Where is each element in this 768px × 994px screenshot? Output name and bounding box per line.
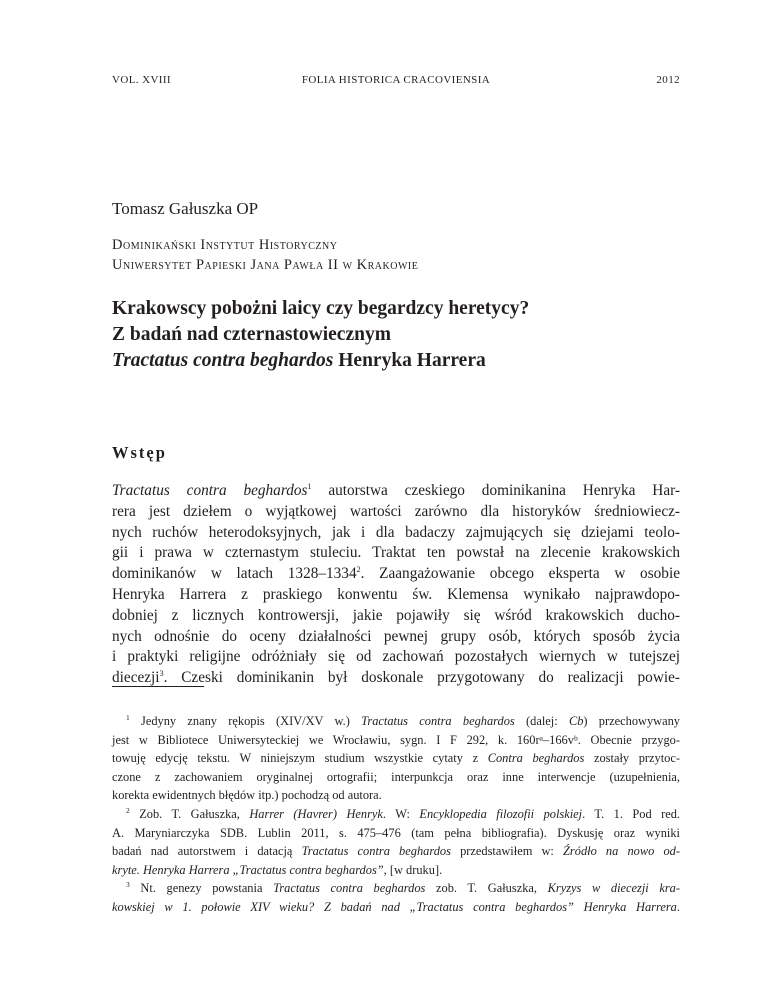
footnote-ref: 3 <box>159 669 164 679</box>
footnote-ref: 2 <box>356 565 361 575</box>
text-run: diecezji <box>112 669 160 687</box>
inline-italic: kryte. Henryka Harrera „Tractatus contra beghardos” <box>112 862 384 877</box>
author-affiliation <box>112 235 418 275</box>
footnote-2-line: A. Maryniarczyka SDB. Lublin 2011, s. 475–476 (tam pełna bibliografia). Dyskusję oraz wyniki <box>112 825 680 840</box>
footnote-separator <box>112 686 204 687</box>
footnote-3-line <box>112 898 680 917</box>
text-run: Zob. T. Gałuszka, <box>129 806 250 821</box>
inline-italic: Tractatus contra beghardos <box>273 881 426 896</box>
body-paragraph <box>112 481 680 689</box>
section-heading: Wstęp <box>112 443 167 462</box>
text-run: przedstawiłem w: <box>450 844 564 859</box>
text-run: autorstwa czeskiego dominikanina Henryka Har- <box>311 482 680 499</box>
footnote-3-line <box>112 879 680 898</box>
text-run: . Czeski dominikanin był doskonale przygotowany do realizacji powie- <box>163 669 680 687</box>
text-run: zostały przytoc- <box>584 751 681 766</box>
inline-italic: Contra beghardos <box>487 751 585 766</box>
footnote-1-line <box>112 749 680 768</box>
affiliation-line-2: Uniwersytet Papieski Jana Pawła II w Krakowie <box>112 257 419 273</box>
footnote-2-line <box>112 861 680 880</box>
text-run: Jedyny znany rękopis (XIV/XV w.) <box>129 714 362 728</box>
footnote-2-line <box>112 842 680 861</box>
title-rest-part: Henryka Harrera <box>333 350 486 371</box>
body-line <box>112 481 680 502</box>
body-line: rera jest dziełem o wyjątkowej wartości zarówno dla historyków średniowiecz- <box>112 502 680 520</box>
title-line-2: Z badań nad czternastowiecznym <box>112 324 391 345</box>
volume-label: VOL. XVIII <box>112 74 171 86</box>
text-run: . T. 1. Pod red. <box>582 806 681 821</box>
article-title <box>112 296 680 374</box>
text-run: . W: <box>382 806 420 821</box>
text-run: towuję edycję tekstu. W niniejszym studium wszystkie cytaty z <box>112 751 488 766</box>
inline-italic: Źródło na nowo od- <box>563 844 680 859</box>
journal-name: FOLIA HISTORICA CRACOVIENSIA <box>301 74 491 86</box>
text-run: dominikanów w latach 1328–1334 <box>112 565 357 583</box>
body-line: gii i prawa w czternastym stuleciu. Traktat ten powstał na zlecenie krakowskich <box>112 544 680 562</box>
inline-italic: Harrer (Havrer) Henryk <box>249 806 383 821</box>
affiliation-line-1: Dominikański Instytut Historyczny <box>112 237 338 253</box>
text-run: zob. T. Gałuszka, <box>425 881 548 896</box>
footnotes <box>112 712 680 917</box>
inline-italic: Tractatus contra beghardos <box>361 714 515 728</box>
inline-italic: Cb <box>568 714 584 728</box>
text-run: , [w druku]. <box>383 862 443 877</box>
text-run: . Zaangażowanie obcego eksperta w osobie <box>360 565 680 583</box>
footnote-ref: 1 <box>307 482 312 491</box>
footnote-number: 1 <box>126 713 130 722</box>
body-line: i praktyki religijne odróżniały się od zachowań pozostałych wiernych w tutejszej <box>112 648 680 666</box>
inline-italic: Encyklopedia filozofii polskiej <box>419 806 583 821</box>
body-line: dobniej z licznych kontrowersji, jakie pojawiły się wśród krakowskich ducho- <box>112 606 680 624</box>
body-line <box>112 564 680 585</box>
footnote-number: 3 <box>126 880 130 890</box>
footnote-1-line <box>112 712 680 731</box>
title-line-3 <box>112 348 680 374</box>
body-line: nych odnośnie do oceny działalności pewnej grupy osób, których sposób życia <box>112 627 680 645</box>
footnote-1-line: jest w Bibliotece Uniwersyteckiej we Wrocławiu, sygn. I F 292, k. 160rᵃ–166vᵇ. Obecnie przygo- <box>112 732 680 747</box>
inline-italic: Tractatus contra beghardos <box>301 844 451 859</box>
footnote-1-line: czone z zachowaniem oryginalnej ortografii; interpunkcja oraz inne interwencje (uzupełnienia, <box>112 769 680 784</box>
title-italic-part: Tractatus contra beghardos <box>112 350 334 371</box>
running-header <box>112 72 680 88</box>
footnote-2-line <box>112 805 680 824</box>
text-run: ) przechowywany <box>583 714 680 728</box>
author-name: Tomasz Gałuszka OP <box>112 199 259 218</box>
text-run: . <box>676 899 680 914</box>
title-line-1: Krakowscy pobożni laicy czy begardzcy heretycy? <box>112 298 530 319</box>
footnote-1-line: korekta ewidentnych błędów itp.) pochodzą od autora. <box>112 788 382 803</box>
inline-italic: kowskiej w 1. połowie XIV wieku? Z badań nad „Tractatus contra beghardos” Henryka Harrera <box>112 899 677 914</box>
text-run: (dalej: <box>514 714 569 728</box>
body-line: nych ruchów heterodoksyjnych, jak i dla badaczy zajmujących się dziejami teolo- <box>112 523 680 541</box>
text-run: Nt. genezy powstania <box>129 881 274 896</box>
body-line: Henryka Harrera z praskiego konwentu św. Klemensa wynikało najprawdopo- <box>112 585 680 603</box>
inline-italic: Kryzys w diecezji kra- <box>547 881 680 896</box>
inline-italic: Tractatus contra beghardos <box>112 482 308 499</box>
footnote-number: 2 <box>126 805 130 815</box>
year-label: 2012 <box>656 74 680 86</box>
text-run: badań nad autorstwem i datacją <box>112 844 302 859</box>
